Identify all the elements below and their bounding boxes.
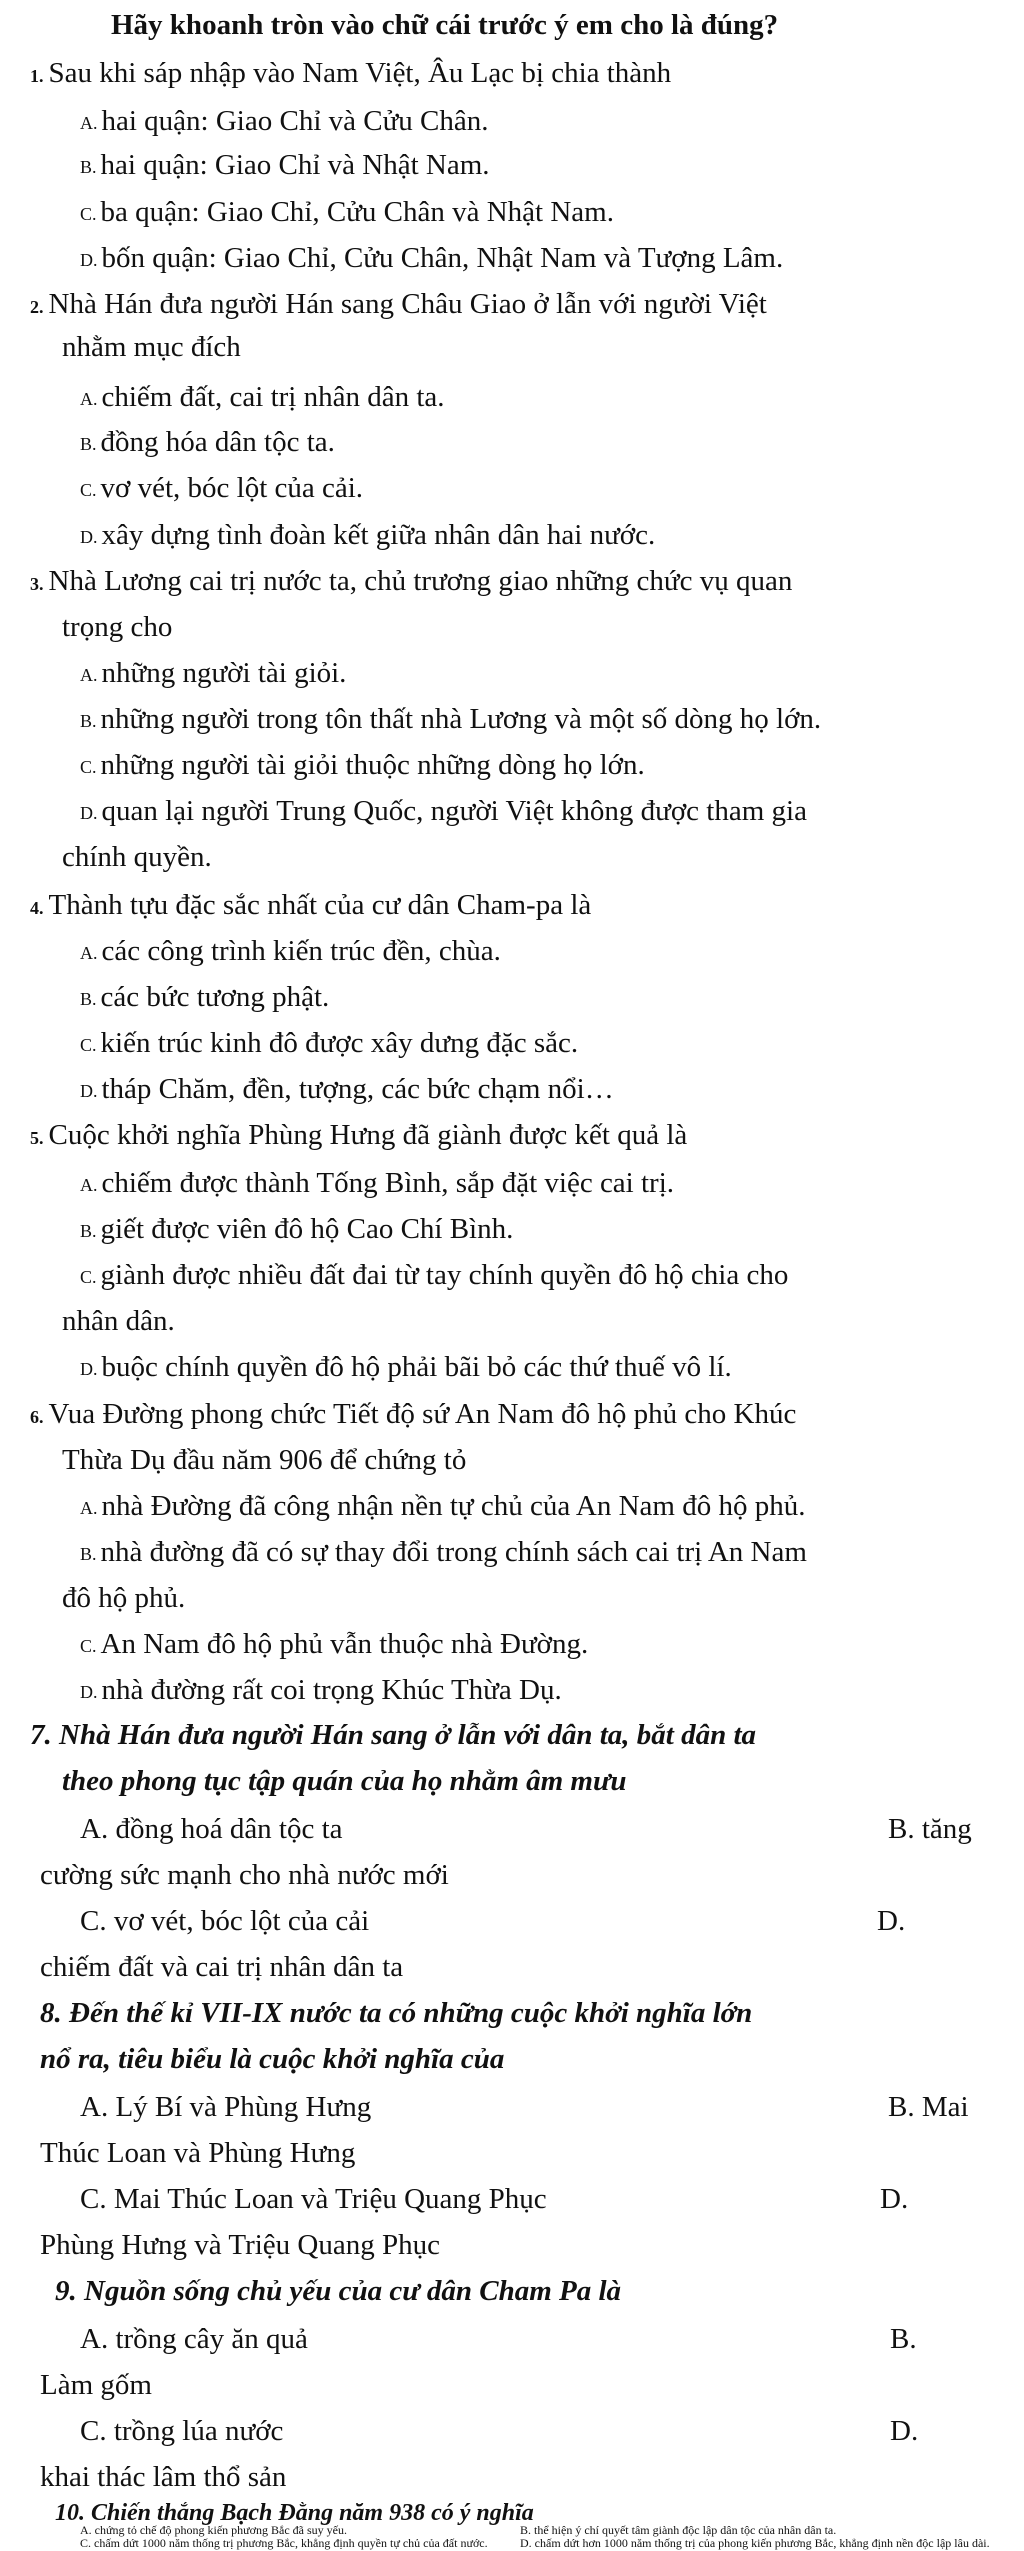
- question-6: [30, 1397, 796, 1434]
- question-9: 9. Nguồn sống chủ yếu của cư dân Cham Pa là: [55, 2275, 622, 2307]
- question-text: Cuộc khởi nghĩa Phùng Hưng đã giành được kết quả là: [48, 1119, 688, 1151]
- question-number: 2.: [30, 297, 44, 317]
- q1-option-b[interactable]: B. hai quận: Giao Chỉ và Nhật Nam.: [80, 149, 490, 181]
- q3-option-c[interactable]: C. những người tài giỏi thuộc những dòng họ lớn.: [80, 749, 645, 781]
- question-number: 1.: [30, 66, 44, 86]
- q3-option-d-cont: chính quyền.: [62, 841, 212, 873]
- question-10: 10. Chiến thắng Bạch Đằng năm 938 có ý nghĩa: [55, 2500, 534, 2526]
- question-7-cont: theo phong tục tập quán của họ nhằm âm mưu: [62, 1765, 627, 1797]
- q6-option-a[interactable]: A. nhà Đường đã công nhận nền tự chủ của An Nam đô hộ phủ.: [80, 1490, 806, 1522]
- question-number: 5.: [30, 1128, 44, 1148]
- question-2: [30, 287, 767, 324]
- q5-option-b[interactable]: B. giết được viên đô hộ Cao Chí Bình.: [80, 1213, 514, 1245]
- question-text: Vua Đường phong chức Tiết độ sứ An Nam đô hộ phủ cho Khúc: [48, 1398, 797, 1430]
- q5-option-c-cont: nhân dân.: [62, 1305, 175, 1337]
- q9-option-d-cont: khai thác lâm thổ sản: [40, 2461, 287, 2493]
- q7-option-a[interactable]: A. đồng hoá dân tộc ta: [80, 1813, 343, 1845]
- q9-option-b[interactable]: B.: [890, 2323, 917, 2355]
- q3-option-d[interactable]: D. quan lại người Trung Quốc, người Việt không được tham gia: [80, 795, 807, 827]
- question-text: Nhà Hán đưa người Hán sang Châu Giao ở lẫn với người Việt: [48, 288, 767, 320]
- q10-option-b[interactable]: B. thể hiện ý chí quyết tâm giành độc lập dân tộc của nhân dân ta.: [520, 2523, 837, 2537]
- question-2-cont: nhằm mục đích: [62, 331, 241, 363]
- question-text: Thành tựu đặc sắc nhất của cư dân Cham-pa là: [48, 889, 592, 921]
- q8-option-d-cont: Phùng Hưng và Triệu Quang Phục: [40, 2229, 440, 2261]
- q7-option-c[interactable]: C. vơ vét, bóc lột của cải: [80, 1905, 370, 1937]
- q9-option-b-cont: Làm gốm: [40, 2369, 152, 2401]
- question-text: Nhà Lương cai trị nước ta, chủ trương giao những chức vụ quan: [48, 565, 793, 597]
- question-8-cont: nổ ra, tiêu biểu là cuộc khởi nghĩa của: [40, 2043, 505, 2075]
- question-number: 3.: [30, 574, 44, 594]
- q7-option-d[interactable]: D.: [877, 1905, 906, 1937]
- q1-option-a[interactable]: A. hai quận: Giao Chỉ và Cửu Chân.: [80, 105, 489, 137]
- q7-option-d-cont: chiếm đất và cai trị nhân dân ta: [40, 1951, 404, 1983]
- q9-option-a[interactable]: A. trồng cây ăn quả: [80, 2323, 308, 2355]
- q6-option-b[interactable]: B. nhà đường đã có sự thay đổi trong chính sách cai trị An Nam: [80, 1536, 807, 1568]
- q4-option-c[interactable]: C. kiến trúc kinh đô được xây dưng đặc sắc.: [80, 1027, 579, 1059]
- q2-option-b[interactable]: B. đồng hóa dân tộc ta.: [80, 426, 335, 458]
- q5-option-a[interactable]: A. chiếm được thành Tống Bình, sắp đặt việc cai trị.: [80, 1167, 675, 1199]
- question-7: 7. Nhà Hán đưa người Hán sang ở lẫn với dân ta, bắt dân ta: [30, 1719, 757, 1751]
- q9-option-c[interactable]: C. trồng lúa nước: [80, 2415, 284, 2447]
- q10-option-c[interactable]: C. chấm dứt 1000 năm thống trị phương Bắc, khẳng định quyền tự chủ của đất nước.: [80, 2536, 488, 2550]
- q4-option-b[interactable]: B. các bức tương phật.: [80, 981, 330, 1013]
- q10-option-a[interactable]: A. chứng tỏ chế độ phong kiến phương Bắc đã suy yếu.: [80, 2523, 347, 2537]
- q8-option-b-cont: Thúc Loan và Phùng Hưng: [40, 2137, 356, 2169]
- q8-option-d[interactable]: D.: [880, 2183, 909, 2215]
- question-text: Sau khi sáp nhập vào Nam Việt, Âu Lạc bị chia thành: [48, 57, 672, 89]
- q5-option-c[interactable]: C. giành được nhiều đất đai từ tay chính quyền đô hộ chia cho: [80, 1259, 789, 1291]
- q8-option-c[interactable]: C. Mai Thúc Loan và Triệu Quang Phục: [80, 2183, 547, 2215]
- q6-option-b-cont: đô hộ phủ.: [62, 1582, 186, 1614]
- question-5: [30, 1118, 687, 1155]
- q10-option-d[interactable]: D. chấm dứt hơn 1000 năm thống trị của phong kiến phương Bắc, khẳng định nền độc lập lâu dài.: [520, 2536, 990, 2550]
- question-3-cont: trọng cho: [62, 611, 173, 643]
- q4-option-d[interactable]: D. tháp Chăm, đền, tượng, các bức chạm nổi…: [80, 1073, 614, 1105]
- q6-option-d[interactable]: D. nhà đường rất coi trọng Khúc Thừa Dụ.: [80, 1674, 562, 1706]
- q6-option-c[interactable]: C. An Nam đô hộ phủ vẫn thuộc nhà Đường.: [80, 1628, 589, 1660]
- q8-option-b[interactable]: B. Mai: [888, 2091, 969, 2123]
- question-6-cont: Thừa Dụ đầu năm 906 để chứng tỏ: [62, 1444, 467, 1476]
- q3-option-b[interactable]: B. những người trong tôn thất nhà Lương và một số dòng họ lớn.: [80, 703, 822, 735]
- q2-option-c[interactable]: C. vơ vét, bóc lột của cải.: [80, 472, 364, 504]
- q7-option-b[interactable]: B. tăng: [888, 1813, 972, 1845]
- q9-option-d[interactable]: D.: [890, 2415, 919, 2447]
- q5-option-d[interactable]: D. buộc chính quyền đô hộ phải bãi bỏ các thứ thuế vô lí.: [80, 1351, 732, 1383]
- question-1: [30, 56, 671, 93]
- question-8: 8. Đến thế kỉ VII-IX nước ta có những cuộc khởi nghĩa lớn: [40, 1997, 753, 2029]
- q4-option-a[interactable]: A. các công trình kiến trúc đền, chùa.: [80, 935, 501, 967]
- q3-option-a[interactable]: A. những người tài giỏi.: [80, 657, 347, 689]
- question-number: 4.: [30, 898, 44, 918]
- q1-option-c[interactable]: C. ba quận: Giao Chỉ, Cửu Chân và Nhật Nam.: [80, 196, 614, 228]
- question-4: [30, 888, 591, 925]
- q7-option-b-cont: cường sức mạnh cho nhà nước mới: [40, 1859, 449, 1891]
- q8-option-a[interactable]: A. Lý Bí và Phùng Hưng: [80, 2091, 372, 2123]
- question-number: 6.: [30, 1407, 44, 1427]
- page-heading: Hãy khoanh tròn vào chữ cái trước ý em cho là đúng?: [111, 9, 779, 41]
- q1-option-d[interactable]: D. bốn quận: Giao Chỉ, Cửu Chân, Nhật Nam và Tượng Lâm.: [80, 242, 784, 274]
- q2-option-a[interactable]: A. chiếm đất, cai trị nhân dân ta.: [80, 381, 445, 413]
- question-3: [30, 564, 792, 601]
- q2-option-d[interactable]: D. xây dựng tình đoàn kết giữa nhân dân hai nước.: [80, 519, 656, 551]
